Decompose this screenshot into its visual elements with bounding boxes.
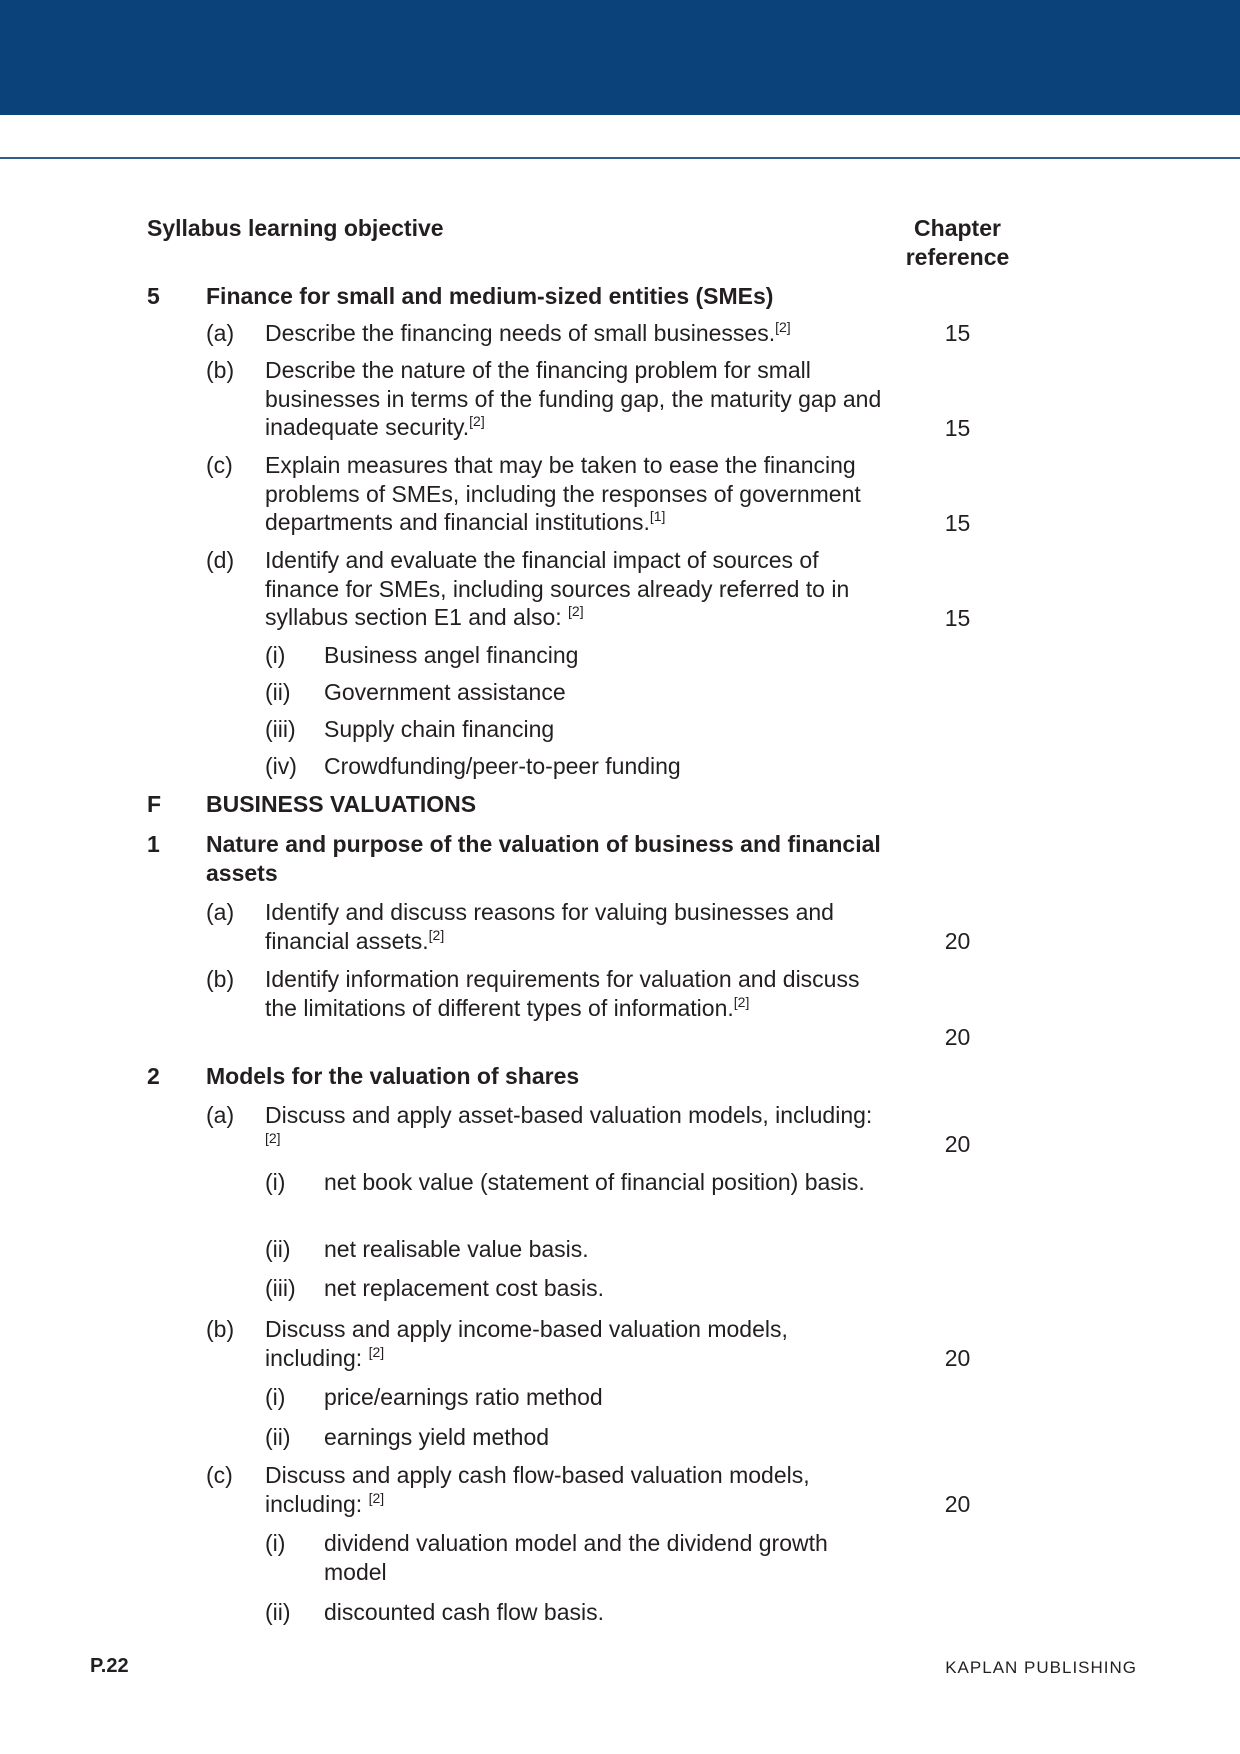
- item-description: Identify and discuss reasons for valuing businesses and financial assets.: [265, 899, 834, 954]
- chapter-reference: 20: [944, 928, 971, 954]
- level-marker: [2]: [368, 1343, 385, 1360]
- item-text: [265, 1101, 885, 1158]
- sub-item-text: earnings yield method: [324, 1424, 550, 1450]
- sub-item-label: (i): [265, 1169, 286, 1195]
- item-label: (d): [206, 547, 235, 573]
- item-label: (b): [206, 966, 235, 992]
- sub-item-text: Crowdfunding/peer-to-peer funding: [324, 753, 681, 779]
- item-label: (c): [206, 1462, 233, 1488]
- item-label: (b): [206, 357, 235, 383]
- sub-item-label: (i): [265, 1530, 286, 1556]
- sub-item-text: discounted cash flow basis.: [324, 1599, 604, 1625]
- sub-item-text: dividend valuation model and the dividend growth model: [324, 1530, 828, 1585]
- sub-item-label: (iii): [265, 1275, 296, 1301]
- section-title: BUSINESS VALUATIONS: [206, 791, 477, 817]
- sub-item-text: net realisable value basis.: [324, 1236, 589, 1262]
- chapter-column-header: [875, 214, 1040, 272]
- chapter-header-line2: reference: [905, 244, 1010, 270]
- item-description: Discuss and apply asset-based valuation models, including:: [265, 1102, 873, 1128]
- level-marker: [2]: [733, 993, 750, 1010]
- item-text: [265, 1315, 885, 1372]
- level-marker: [2]: [368, 1489, 385, 1506]
- section-title: Finance for small and medium-sized entities (SMEs): [206, 283, 774, 309]
- item-label: (a): [206, 1102, 235, 1128]
- item-description: Explain measures that may be taken to ease the financing problems of SMEs, including the responses of government departments and financial institutions.: [265, 452, 861, 536]
- item-text: [265, 965, 885, 1022]
- item-label: (c): [206, 452, 233, 478]
- item-label: (b): [206, 1316, 235, 1342]
- item-description: Identify and evaluate the financial impact of sources of finance for SMEs, including sources already referred to in syllabus section E1 and also:: [265, 547, 850, 631]
- section-title: Nature and purpose of the valuation of business and financial assets: [206, 831, 881, 886]
- sub-item-label: (i): [265, 1384, 286, 1410]
- item-description: Describe the financing needs of small businesses.: [265, 320, 776, 346]
- item-label: (a): [206, 899, 235, 925]
- header-banner: [0, 0, 1240, 115]
- level-marker: [1]: [649, 508, 666, 525]
- section-number: 1: [147, 831, 160, 857]
- sub-item-label: (i): [265, 642, 286, 668]
- sub-item-label: (ii): [265, 1424, 291, 1450]
- item-description: Discuss and apply income-based valuation models, including:: [265, 1316, 788, 1371]
- page-number: P.22: [90, 1655, 129, 1677]
- chapter-reference: 15: [944, 415, 971, 441]
- sub-item-text: price/earnings ratio method: [324, 1384, 603, 1410]
- sub-item-text: Government assistance: [324, 679, 566, 705]
- level-marker: [2]: [265, 1129, 281, 1146]
- chapter-reference: 20: [944, 1491, 971, 1517]
- item-description: Describe the nature of the financing problem for small businesses in terms of the funding gap, the maturity gap and inadequate security.: [265, 357, 882, 441]
- publisher-name: KAPLAN PUBLISHING: [945, 1658, 1137, 1677]
- sub-item-label: (ii): [265, 679, 291, 705]
- sub-item-text: net replacement cost basis.: [324, 1275, 604, 1301]
- sub-item-text: net book value (statement of financial position) basis.: [324, 1169, 865, 1195]
- header-rule: [0, 157, 1240, 159]
- chapter-reference: 20: [944, 1345, 971, 1371]
- objective-column-header: Syllabus learning objective: [147, 215, 444, 241]
- item-description: Identify information requirements for valuation and discuss the limitations of different types of information.: [265, 966, 860, 1021]
- chapter-reference: 15: [944, 320, 971, 346]
- item-text: [265, 1461, 885, 1518]
- chapter-reference: 15: [944, 510, 971, 536]
- level-marker: [2]: [428, 926, 445, 943]
- item-text: [265, 451, 885, 537]
- chapter-reference: 15: [944, 605, 971, 631]
- item-description: Discuss and apply cash flow-based valuation models, including:: [265, 1462, 810, 1517]
- level-marker: [2]: [775, 319, 791, 335]
- section-number: 5: [147, 283, 160, 309]
- item-text: [265, 356, 885, 442]
- sub-item-label: (iii): [265, 716, 296, 742]
- section-number: 2: [147, 1063, 160, 1089]
- sub-item-label: (iv): [265, 753, 297, 779]
- item-text: [265, 546, 885, 632]
- chapter-header-line1: Chapter: [914, 215, 1001, 241]
- level-marker: [2]: [568, 603, 584, 620]
- item-text: [265, 898, 885, 955]
- item-text: [265, 319, 885, 348]
- sub-item-label: (ii): [265, 1236, 291, 1262]
- chapter-reference: 20: [944, 1131, 971, 1157]
- level-marker: [2]: [469, 413, 485, 430]
- section-title: Models for the valuation of shares: [206, 1063, 580, 1089]
- chapter-reference: 20: [944, 1024, 971, 1050]
- item-label: (a): [206, 320, 235, 346]
- sub-item-label: (ii): [265, 1599, 291, 1625]
- sub-item-text: Business angel financing: [324, 642, 579, 668]
- section-number: F: [147, 791, 162, 817]
- sub-item-text: Supply chain financing: [324, 716, 555, 742]
